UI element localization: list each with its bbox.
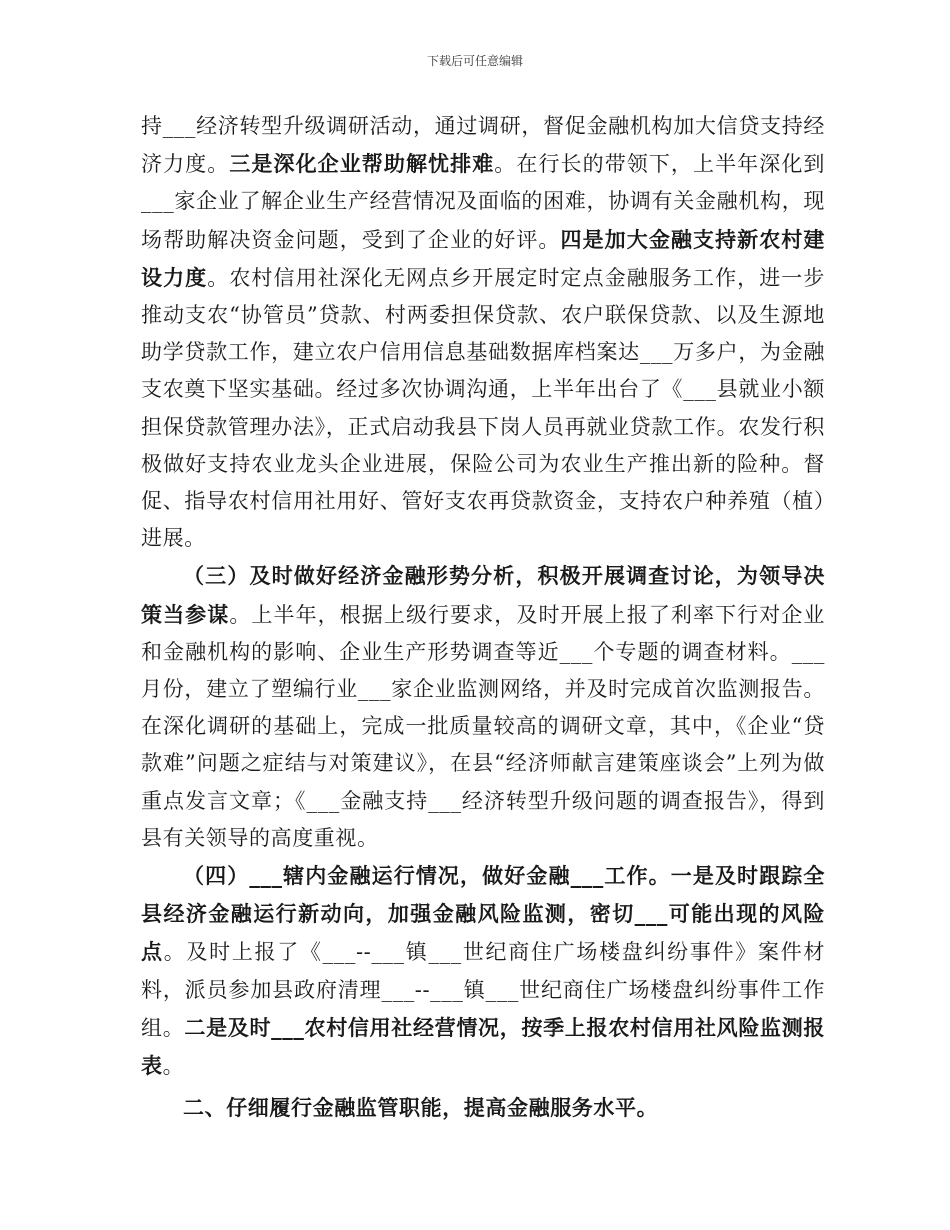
paragraph-2-heading: （三）及时做好经济金融形势分析，积极开展调查讨论，为领导决策当参谋 [141, 563, 825, 627]
paragraph-2 [141, 557, 825, 857]
paragraph-1-bold-three: 三是深化企业帮助解忧排难 [229, 151, 495, 177]
paragraph-1 [141, 108, 825, 557]
paragraph-1-bold-four: 四是加大金融支持新农村建设力度 [141, 226, 825, 290]
document-body [141, 108, 825, 1127]
section-heading [141, 1089, 825, 1127]
paragraph-1-text-c: 。在行长的带领下，上半年深化到___家企业了解企业生产经营情况及面临的困难，协调有关金融机构，现场帮助解决资金问题，受到了企业的好评。 [141, 152, 826, 252]
paragraph-3-heading: （四）___辖内金融运行情况，做好金融___工作。一是及时跟踪全县经济金融运行新动向，加强金融风险监测，密切___可能出现的风险点 [141, 863, 825, 965]
paragraph-1-text-a: 持___经济转型升级调研活动，通过调研，督促金融机构加大信贷支持经济力度。 [141, 114, 825, 177]
paragraph-3 [141, 857, 825, 1085]
section-heading-text: 二、仔细履行金融监管职能，提高金融服务水平。 [183, 1095, 659, 1121]
page-header: 下载后可任意编辑 [426, 54, 523, 68]
paragraph-3-text: 。及时上报了《___--___镇___世纪商住广场楼盘纠纷事件》案件材料，派员参加县政府清理___--___镇___世纪商住广场楼盘纠纷事件工作组。 [141, 940, 825, 1040]
paragraph-2-text: 。上半年，根据上级行要求，及时开展上报了利率下行对企业和金融机构的影响、企业生产形势调查等近___个专题的调查材料。___月份，建立了塑编行业___家企业监测网络，并及时完成首次监测报告。在深化调研的基础上，完成一批质量较高的调研文章，其中，《企业“贷款难”问题之症结与对策建议》，在县“经济师献言建策座谈会”上列为做重点发言文章；《___金融支持___经济转型升级问题的调查报告》，得到县有关领导的高度重视。 [141, 602, 825, 850]
paragraph-3-bold-two: 二是及时___农村信用社经营情况，按季上报农村信用社风险监测报表 [141, 1014, 825, 1079]
paragraph-3-end: 。 [162, 1054, 185, 1079]
paragraph-1-text-e: 。农村信用社深化无网点乡开展定时定点金融服务工作，进一步推动支农“协管员”贷款、村两委担保贷款、农户联保贷款、以及生源地助学贷款工作，建立农户信用信息基础数据库档案达___万多户，为金融支农奠下坚实基础。经过多次协调沟通，上半年出台了《___县就业小额担保贷款管理办法》，正式启动我县下岗人员再就业贷款工作。农发行积极做好支持农业龙头企业进展，保险公司为农业生产推出新的险种。督促、指导农村信用社用好、管好支农再贷款资金，支持农户种养殖（植）进展。 [141, 265, 825, 551]
